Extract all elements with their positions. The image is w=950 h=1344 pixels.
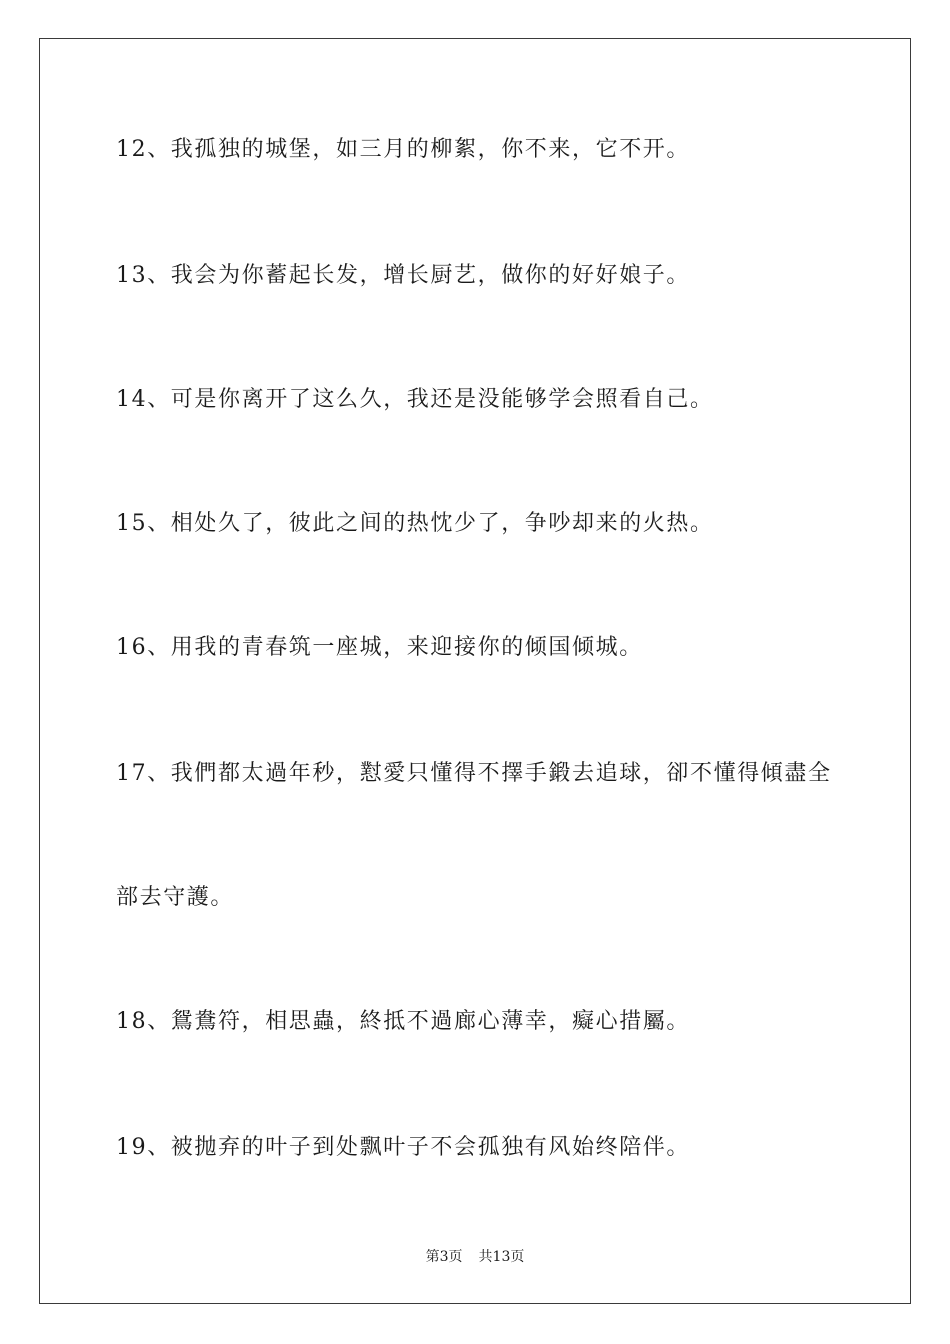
page-border (39, 38, 911, 1304)
page-footer (0, 1248, 950, 1266)
text-line-19: 19、被抛弃的叶子到处飘叶子不会孤独有风始终陪伴。 (116, 1135, 690, 1160)
text-line-13: 13、我会为你蓄起长发，增长厨艺，做你的好好娘子。 (116, 263, 690, 288)
text-line-16: 16、用我的青春筑一座城，来迎接你的倾国倾城。 (116, 635, 643, 660)
text-line-14: 14、可是你离开了这么久，我还是没能够学会照看自己。 (116, 387, 714, 412)
text-line-17: 17、我們都太過年秒，懟愛只懂得不擇手鍛去追球，卻不懂得傾盡全 (116, 761, 832, 786)
page-number: 第3页 (425, 1249, 463, 1265)
text-line-12: 12、我孤独的城堡，如三月的柳絮，你不来，它不开。 (116, 137, 690, 162)
text-line-15: 15、相处久了，彼此之间的热忱少了，争吵却来的火热。 (116, 511, 714, 536)
text-line-17-continued: 部去守護。 (116, 885, 235, 910)
text-line-18: 18、鴛鴦符，相思蟲，終抵不過廊心薄幸，癡心措屬。 (116, 1009, 690, 1034)
page-total: 共13页 (478, 1249, 525, 1265)
